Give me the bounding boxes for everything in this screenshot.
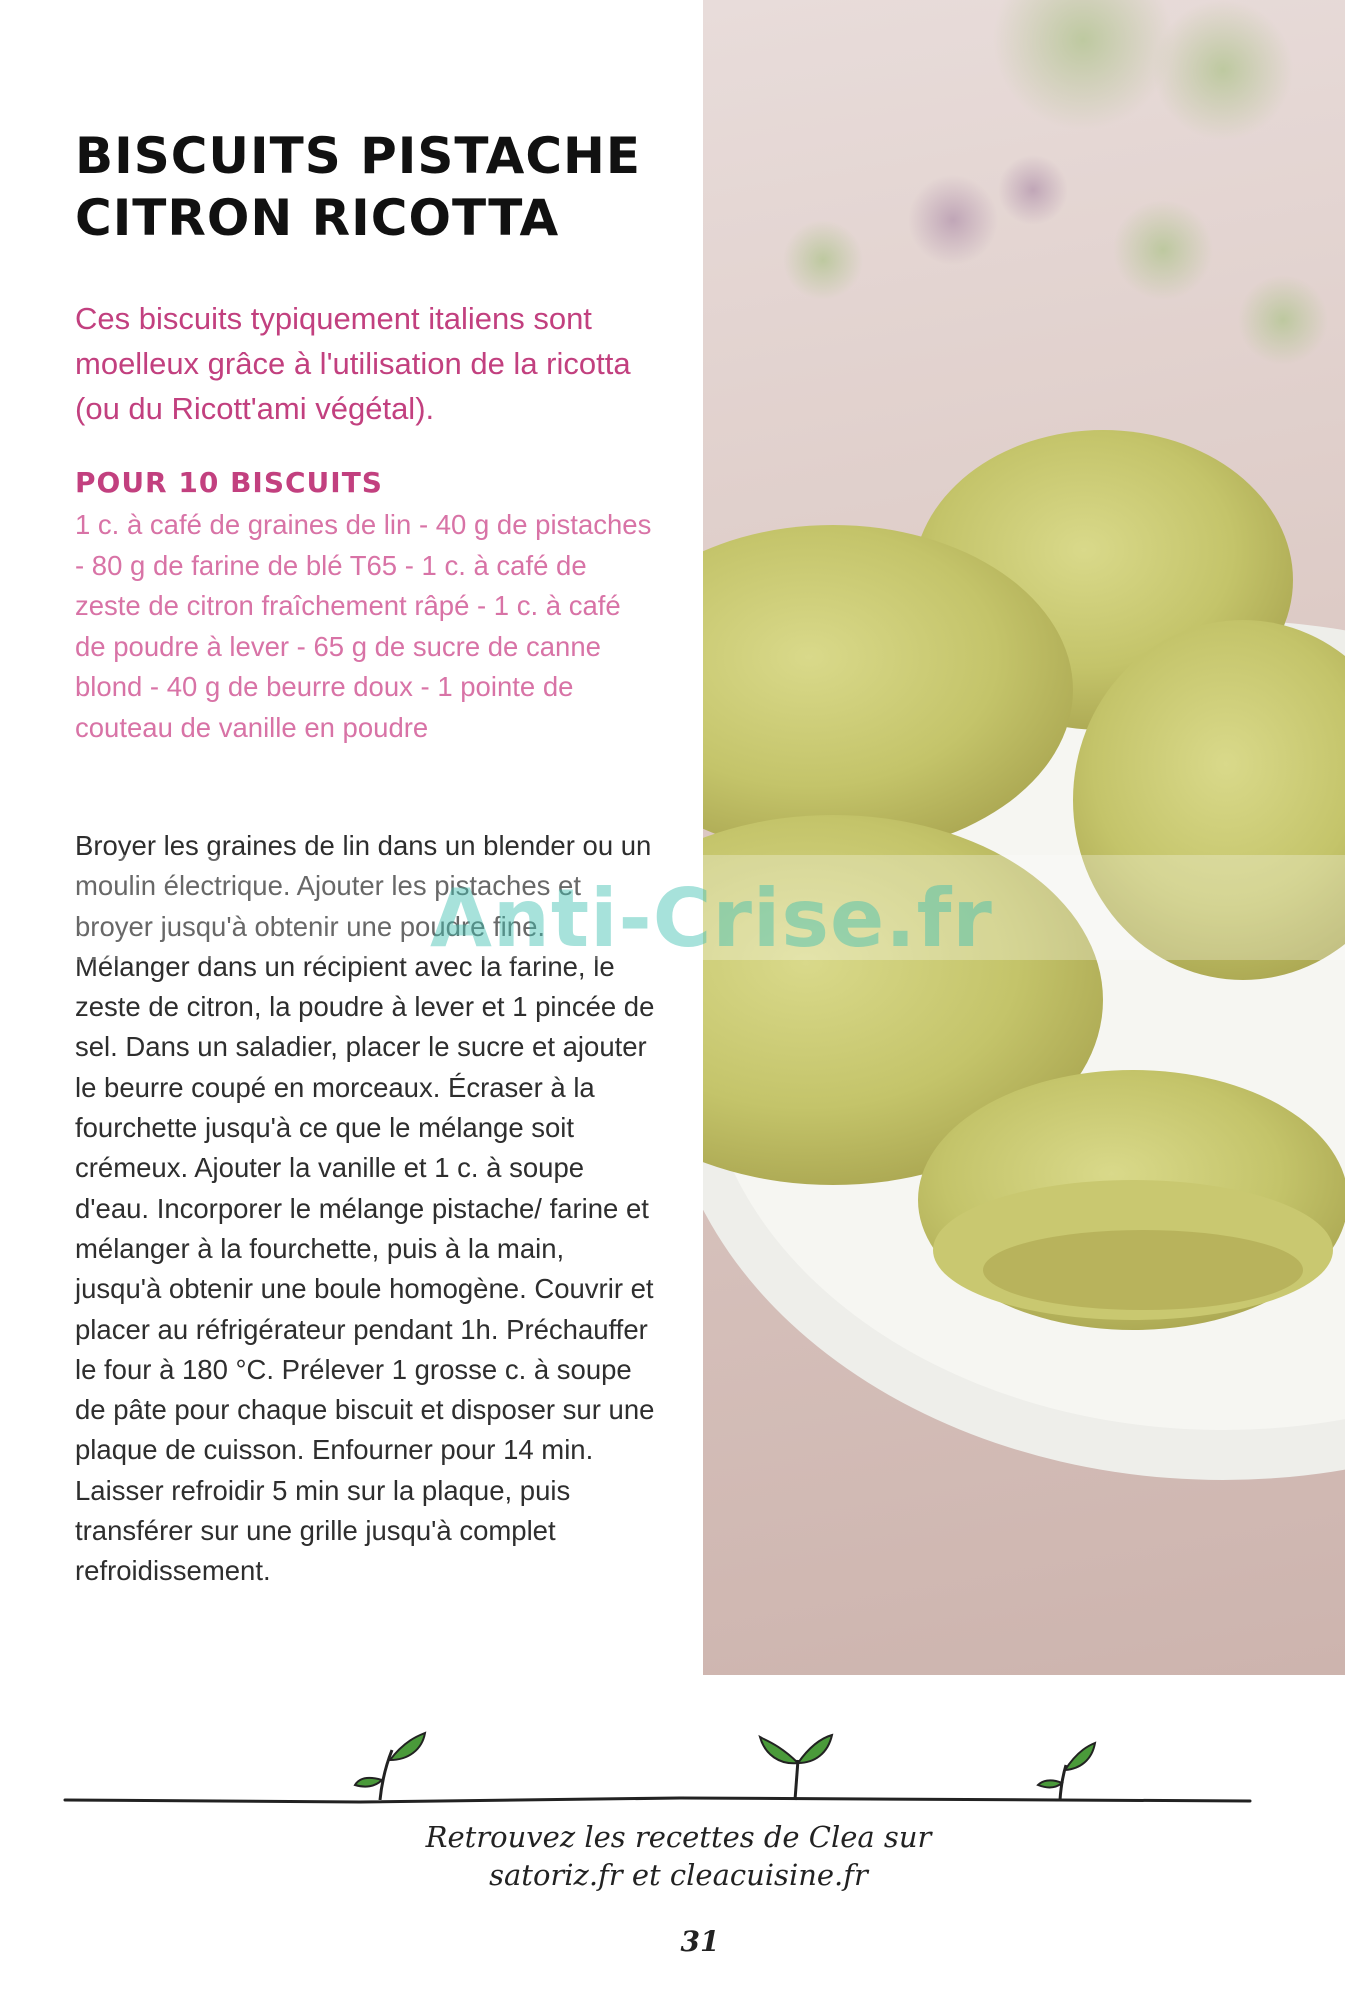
page-number: 31 (680, 1925, 720, 1958)
sprout-icon-right (1038, 1743, 1095, 1800)
recipe-method: Broyer les graines de lin dans un blender ou un moulin électrique. Ajouter les pistaches et broyer jusqu'à obtenir une poudre fine. Mélanger dans un récipient avec la farine, le zeste de citron, la poudre à lever et 1 pincée de sel. Dans un saladier, placer le sucre et ajouter le beurre coupé en morceaux. Écraser à la fourchette jusqu'à ce que le mélange soit crémeux. Ajouter la vanille et 1 c. à soupe d'eau. Incorporer le mélange pistache/ farine et mélanger à la fourchette, puis à la main, jusqu'à obtenir une boule homogène. Couvrir et placer au réfrigérateur pendant 1h. Préchauffer le four à 180 °C. Prélever 1 grosse c. à soupe de pâte pour chaque biscuit et disposer sur une plaque de cuisson. Enfourner pour 14 min. Laisser refroidir 5 min sur la plaque, puis transférer sur une grille jusqu'à complet refroidissement. (75, 830, 655, 1587)
footer-credit (0, 1818, 1357, 1894)
recipe-title-line-1: BISCUITS PISTACHE (75, 127, 642, 185)
sprout-icon-center (760, 1735, 832, 1800)
ingredients-list: 1 c. à café de graines de lin - 40 g de pistaches - 80 g de farine de blé T65 - 1 c. à café de zeste de citron fraîchement râpé - 1 c. à café de poudre à lever - 65 g de sucre de canne blond - 40 g de beurre doux - 1 pointe de couteau de vanille en poudre (75, 509, 652, 743)
footer-line-2: satoriz.fr et cleacuisine.fr (489, 1858, 868, 1892)
ingredients-heading: POUR 10 BISCUITS (75, 466, 383, 499)
cookies-photo (703, 0, 1345, 1675)
recipe-title-line-2: CITRON RICOTTA (75, 189, 560, 247)
footer-line-1: Retrouvez les recettes de Clea sur (425, 1820, 932, 1854)
recipe-title (75, 125, 675, 249)
sprout-icon-left (355, 1733, 425, 1800)
sprouts-line-illustration (60, 1725, 1260, 1805)
recipe-intro: Ces biscuits typiquement italiens sont moelleux grâce à l'utilisation de la ricotta (ou du Ricott'ami végétal). (75, 301, 631, 426)
watermark-text: Anti-Crise.fr (430, 872, 993, 965)
cookies-illustration (703, 0, 1345, 1675)
